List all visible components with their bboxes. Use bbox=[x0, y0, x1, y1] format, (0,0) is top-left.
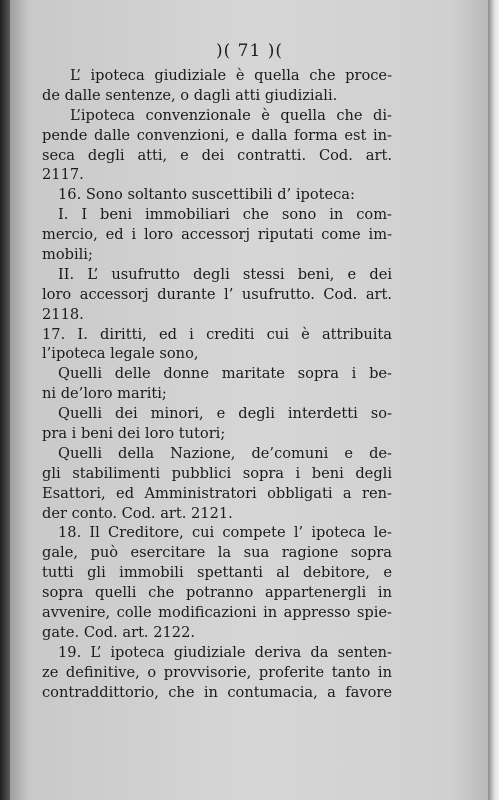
page-number-header: )( 71 )( bbox=[216, 41, 283, 61]
book-gutter bbox=[0, 0, 10, 800]
text-line: I. I beni immobiliari che sono in com- bbox=[58, 206, 392, 224]
text-line: sopra quelli che potranno appartenergli in bbox=[42, 584, 392, 602]
text-line: 2118. bbox=[42, 305, 84, 323]
text-line: II. L’ usufrutto degli stessi beni, e dei bbox=[58, 265, 392, 283]
text-line: 18. Il Creditore, cui compete l’ ipoteca le- bbox=[58, 524, 392, 542]
text-line: ze definitive, o provvisorie, proferite tanto in bbox=[42, 663, 392, 681]
text-line: gale, può esercitare la sua ragione sopra bbox=[42, 544, 392, 562]
text-line: pende dalle convenzioni, e dalla forma est in- bbox=[42, 126, 392, 144]
text-line: Quelli della Nazione, de’comuni e de- bbox=[58, 444, 392, 462]
text-line: L’ ipoteca giudiziale è quella che proce- bbox=[70, 67, 392, 84]
text-line: L’ipoteca convenzionale è quella che di- bbox=[70, 106, 392, 124]
text-line: pra i beni dei loro tutori; bbox=[42, 425, 226, 443]
text-line: de dalle sentenze, o dagli atti giudiziali. bbox=[42, 86, 338, 104]
text-line: 17. I. diritti, ed i crediti cui è attribuita bbox=[42, 325, 392, 343]
text-line: contraddittorio, che in contumacia, a favore bbox=[42, 683, 392, 701]
text-line: mobili; bbox=[42, 246, 93, 264]
text-line: Quelli delle donne maritate sopra i be- bbox=[58, 365, 392, 383]
text-line: der conto. Cod. art. 2121. bbox=[42, 504, 233, 522]
text-line: seca degli atti, e dei contratti. Cod. art. bbox=[42, 146, 392, 164]
page-edge bbox=[488, 0, 499, 800]
text-line: 2117. bbox=[42, 166, 84, 184]
text-line: tutti gli immobili spettanti al debitore, e bbox=[42, 564, 392, 582]
text-line: loro accessorj durante l’ usufrutto. Cod. art. bbox=[42, 285, 392, 303]
text-line: gli stabilimenti pubblici sopra i beni degli bbox=[42, 464, 392, 482]
text-line: 19. L’ ipoteca giudiziale deriva da senten- bbox=[58, 643, 392, 661]
text-line: Quelli dei minori, e degli interdetti so- bbox=[58, 405, 392, 423]
page-body-text bbox=[42, 66, 392, 703]
text-line: ni de’loro mariti; bbox=[42, 385, 167, 403]
text-line: l’ipoteca legale sono, bbox=[42, 345, 199, 363]
text-line: avvenire, colle modificazioni in appresso spie- bbox=[42, 604, 392, 622]
text-line: gate. Cod. art. 2122. bbox=[42, 623, 195, 641]
text-line: mercio, ed i loro accessorj riputati come im- bbox=[42, 226, 392, 244]
text-line: 16. Sono soltanto suscettibili d’ ipoteca: bbox=[58, 186, 355, 204]
text-line: Esattori, ed Amministratori obbligati a ren- bbox=[42, 484, 392, 502]
